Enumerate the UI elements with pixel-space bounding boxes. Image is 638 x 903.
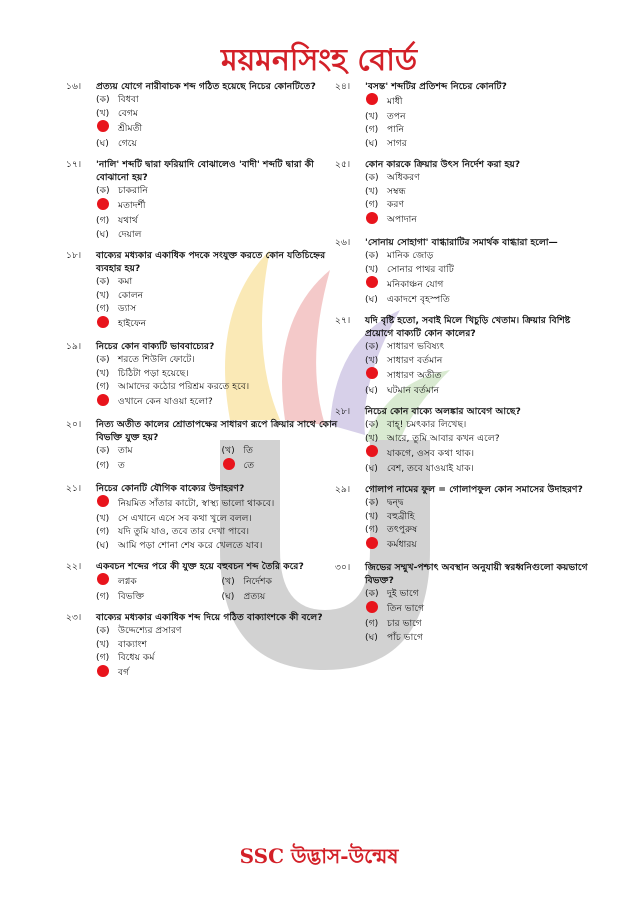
answer-option [222,444,342,458]
option-label: (খ) [96,638,110,650]
option-label: (ঘ) [96,228,109,240]
option-label: (খ) [96,512,110,524]
question-item [66,158,341,241]
question-item [66,80,341,150]
option-label: (ক) [96,276,110,287]
answer-option [96,495,341,512]
answer-option [365,263,600,277]
question-item [66,249,341,332]
option-label: (খ) [365,510,379,522]
answer-option [96,198,341,215]
question-item [66,418,341,474]
option-label: (ক) [365,588,379,599]
answer-option [365,123,600,137]
answer-option [96,137,341,151]
answer-option [365,276,600,293]
correct-answer-dot-icon [366,367,378,379]
option-text: সোনার পাথর বাটি [387,263,454,275]
correct-answer-dot-icon [223,458,235,470]
question-text: বাক্যের মধ্যকার একাধিক পদকে সংযুক্ত করতে কোন যতিচিহ্নের ব্যবহার হয়? [96,250,326,274]
question-item [335,561,600,644]
question-number: ২৬। [335,237,351,248]
answer-option [365,93,600,110]
answer-option [96,214,341,228]
option-text: দুই ভাগে [387,588,419,599]
question-number: ২১। [66,483,82,494]
answer-option [96,289,341,303]
option-text: লগ্নক [118,575,137,587]
correct-answer-dot-icon [366,537,378,549]
option-text: একাদশে বৃহস্পতি [387,293,450,305]
question-item [335,483,600,553]
answer-option [96,665,341,682]
option-label: (ক) [96,354,110,365]
question-text: নিত্য অতীত কালের শ্রোতাপক্ষের সাধারণ রূপে ক্রিয়ার সাথে কোন বিভক্তি যুক্ত হয়? [96,419,338,443]
option-text: ড্যাস [118,303,137,314]
answer-option [96,624,341,638]
option-label: (খ) [365,110,379,122]
option-text: আমি পড়া শোনা শেষ করে খেলতে যাব। [118,539,263,551]
option-text: বাক্যাংশ [118,638,147,650]
correct-answer-dot-icon [97,495,109,507]
answer-option [365,496,600,510]
option-label: (খ) [365,263,379,275]
option-text: নির্দেশক [243,575,272,587]
correct-answer-dot-icon [366,93,378,105]
option-text: চিঠিটা পড়া হয়েছে। [118,367,189,379]
answer-option [365,617,600,631]
answer-option [365,137,600,151]
option-text: ত [118,460,125,471]
question-text: কোন কারকে ক্রিয়ার উৎস নির্দেশ করা হয়? [365,159,521,170]
option-label: (ক) [96,445,110,456]
answer-option [222,573,342,590]
answer-option [96,380,341,394]
option-label: (গ) [365,199,379,210]
answer-option [96,93,341,107]
right-column [335,80,600,652]
option-text: তৎপুরুষ [387,524,418,535]
option-text: সাগর [387,137,407,149]
answer-option [365,384,600,398]
option-text: সম্বন্ধ [387,185,406,197]
option-text: মাধী [387,95,403,107]
question-text: বাক্যের মধ্যকার একাধিক শব্দ দিয়ে গঠিত বাক্যাংশকে কী বলে? [96,612,323,623]
option-label: (ঘ) [96,539,109,551]
option-text: ঘটমান বর্তমান [387,384,440,396]
option-text: যথার্থ [118,215,138,226]
question-text: নিচের কোন বাক্যটি ভাববাচ্যের? [96,341,215,352]
answer-option [96,590,216,604]
answer-option [96,184,341,198]
question-number: ২৮। [335,406,351,417]
answer-option [96,573,216,590]
option-text: হাইফেন [118,318,147,329]
option-text: বহুব্রীহি [387,510,415,522]
question-text: গোলাপ নামের ফুল = গোলাপফুল কোন সমাসের উদাহরণ? [365,484,583,495]
option-label: (খ) [365,354,379,366]
option-text: আরে, তুমি আবার কখন এলে? [387,432,500,444]
question-number: ২২। [66,561,82,572]
option-label: (গ) [365,524,379,535]
option-text: বিধবা [118,94,139,105]
option-label: (গ) [96,460,110,471]
question-number: ২০। [66,419,82,430]
answer-option [96,120,341,137]
option-text: শরতে শিউলি ফোটে। [118,354,195,365]
question-text: নিচের কোনটি যৌগিক বাক্যের উদাহরণ? [96,483,245,494]
correct-answer-dot-icon [366,276,378,288]
option-text: বেগম [118,107,138,119]
option-label: (ঘ) [365,462,378,474]
question-item [335,158,600,228]
option-text: বেশ, তবে যাওয়াই যাক। [387,462,474,474]
answer-option [96,275,341,289]
option-label: (গ) [96,652,110,663]
option-text: মনিকাঞ্চন যোগ [387,278,444,290]
question-number: ২৯। [335,484,351,495]
correct-answer-dot-icon [97,120,109,132]
answer-option [365,212,600,229]
question-text: প্রত্যয় যোগে নারীবাচক শব্দ গঠিত হয়েছে নিচের কোনটিতে? [96,81,316,92]
question-item [335,314,600,397]
option-text: দ্বন্দ্ব [387,497,404,508]
answer-option [96,458,216,475]
answer-option [96,539,341,553]
option-label: (খ) [221,575,235,587]
option-label: (ক) [365,419,379,430]
option-text: সে এখানে এসে সব কথা খুলে বলল। [118,512,252,524]
option-text: অপাদান [387,214,417,225]
question-item [66,340,341,410]
answer-option [365,293,600,307]
question-number: ২৪। [335,81,351,92]
answer-option [96,394,341,411]
option-text: গেয়ে [118,137,137,149]
option-text: মতাদর্শী [118,200,146,211]
option-label: (ক) [365,250,379,261]
option-text: বাহ্! চমৎকার লিখেছ। [387,419,467,430]
option-text: যদি তুমি যাও, তবে তার দেখা পাবে। [118,526,250,537]
answer-option [365,432,600,446]
option-text: প্রত্যয় [243,590,266,602]
option-label: (ক) [365,172,379,183]
answer-option [365,367,600,384]
option-text: চার ভাগে [387,618,422,629]
answer-option [365,537,600,554]
option-text: ওখানে কেন যাওয়া হলো? [118,396,213,407]
answer-option [96,525,341,539]
option-text: যাকগে, ওসব কথা থাক। [387,447,475,459]
option-label: (ক) [365,341,379,352]
option-label: (গ) [96,590,110,602]
option-label: (গ) [365,618,379,629]
option-text: কমা [118,276,133,287]
question-text: 'সোনায় সোহাগা' বাগ্ধারাটির সমার্থক বাগ্ধারা হলো— [365,237,558,248]
question-item [66,482,341,552]
option-text: তি [243,445,254,456]
option-text: সাধারণ অতীত [387,369,442,381]
option-label: (খ) [96,289,110,301]
question-number: ১৯। [66,341,82,352]
answer-option [365,198,600,212]
option-text: বিভক্তি [118,590,145,602]
option-label: (গ) [96,303,110,314]
option-label: (গ) [96,381,110,392]
option-text: বর্গ [118,667,130,678]
option-label: (খ) [365,185,379,197]
option-label: (ঘ) [365,137,378,149]
answer-option [96,638,341,652]
option-text: তিন ভাগে [387,603,425,614]
answer-option [365,587,600,601]
answer-option [96,353,341,367]
answer-option [365,523,600,537]
answer-option [365,510,600,524]
answer-option [365,249,600,263]
option-label: (ক) [365,497,379,508]
question-item [335,236,600,306]
answer-option [222,458,342,475]
answer-option [222,590,342,604]
answer-option [365,601,600,618]
option-label: (খ) [365,432,379,444]
footer-brand: SSC উদ্ভাস-উন্মেষ [239,844,399,868]
option-text: করণ [387,199,405,210]
option-text: উদ্দেশ্যের প্রসারণ [118,625,182,636]
option-label: (গ) [365,124,379,135]
option-text: মানিক জোড় [387,250,434,261]
option-text: সাধারণ ভবিষ্যৎ [387,341,445,352]
question-number: ১৮। [66,250,82,261]
question-text: একবচন শব্দের পরে কী যুক্ত হয়ে বহুবচন শব্দ তৈরি করে? [96,561,304,572]
answer-option [365,340,600,354]
option-label: (ঘ) [365,631,378,643]
correct-answer-dot-icon [97,665,109,677]
option-text: দেয়াল [118,228,142,240]
answer-option [96,228,341,242]
option-text: অধিকরণ [387,172,420,183]
correct-answer-dot-icon [97,394,109,406]
left-column [66,80,341,689]
option-text: শ্রীমতী [118,122,143,134]
answer-option [96,302,341,316]
answer-option [96,107,341,121]
option-label: (ঘ) [365,293,378,305]
option-label: (গ) [96,215,110,226]
answer-option [365,418,600,432]
option-text: পানি [387,124,405,135]
option-text: কর্মধারয় [387,539,417,550]
answer-option [365,354,600,368]
answer-option [96,367,341,381]
answer-option [365,445,600,462]
option-text: তপন [387,110,406,122]
option-text: নিয়মিত সাঁতার কাটো, স্বাস্থ্য ভালো থাকবে। [118,497,275,509]
question-number: ১৬। [66,81,82,92]
answer-option [365,631,600,645]
option-label: (খ) [96,367,110,379]
option-label: (ঘ) [365,384,378,396]
question-text: জিভের সম্মুখ-পশ্চাৎ অবস্থান অনুযায়ী স্বরধ্বনিগুলো কয়ভাগে বিভক্ত? [365,562,588,586]
option-label: (খ) [221,445,235,456]
question-item [335,405,600,475]
question-number: ৩০। [335,562,351,573]
question-item [66,560,341,603]
question-text: নিচের কোন বাক্যে অলঙ্কার আবেগ আছে? [365,406,521,417]
correct-answer-dot-icon [97,198,109,210]
answer-option [365,185,600,199]
option-label: (ক) [96,185,110,196]
option-label: (গ) [96,526,110,537]
answer-option [96,316,341,333]
question-text: 'নালি' শব্দটি দ্বারা ফরিয়াদি বোঝালেও 'বাদী' শব্দটি দ্বারা কী বোঝানো হয়? [96,159,314,183]
option-label: (ক) [96,94,110,105]
option-text: বিধেয় কর্ম [118,652,155,663]
option-text: আমাদের কঠোর পরিশ্রম করতে হবে। [118,381,250,392]
question-number: ২৩। [66,612,82,623]
question-number: ১৭। [66,159,82,170]
question-number: ২৭। [335,315,351,326]
answer-option [96,444,216,458]
option-label: (ঘ) [96,137,109,149]
option-text: কোলন [118,289,144,301]
option-label: (খ) [96,107,110,119]
page-title: ময়মনসিংহ বোর্ড [220,43,418,78]
question-item [335,80,600,150]
correct-answer-dot-icon [366,601,378,613]
answer-option [96,512,341,526]
question-item [66,611,341,681]
option-text: চাকরানি [118,185,148,196]
answer-option [96,651,341,665]
option-text: পাঁচ ভাগে [387,631,424,643]
option-label: (ক) [96,625,110,636]
answer-option [365,462,600,476]
correct-answer-dot-icon [366,445,378,457]
option-label: (ঘ) [221,590,235,602]
option-text: তে [243,460,255,471]
option-text: তাম [118,445,133,456]
question-text: 'বসন্ত' শব্দটির প্রতিশব্দ নিচের কোনটি? [365,81,507,92]
answer-option [365,110,600,124]
option-text: সাধারণ বর্তমান [387,354,443,366]
answer-option [365,171,600,185]
correct-answer-dot-icon [97,316,109,328]
correct-answer-dot-icon [366,212,378,224]
question-number: ২৫। [335,159,351,170]
correct-answer-dot-icon [97,573,109,585]
question-text: যদি বৃষ্টি হতো, সবাই মিলে খিচুড়ি খেতাম। ক্রিয়ার বিশিষ্ট প্রয়োগে বাক্যটি কোন কালের? [365,315,571,339]
